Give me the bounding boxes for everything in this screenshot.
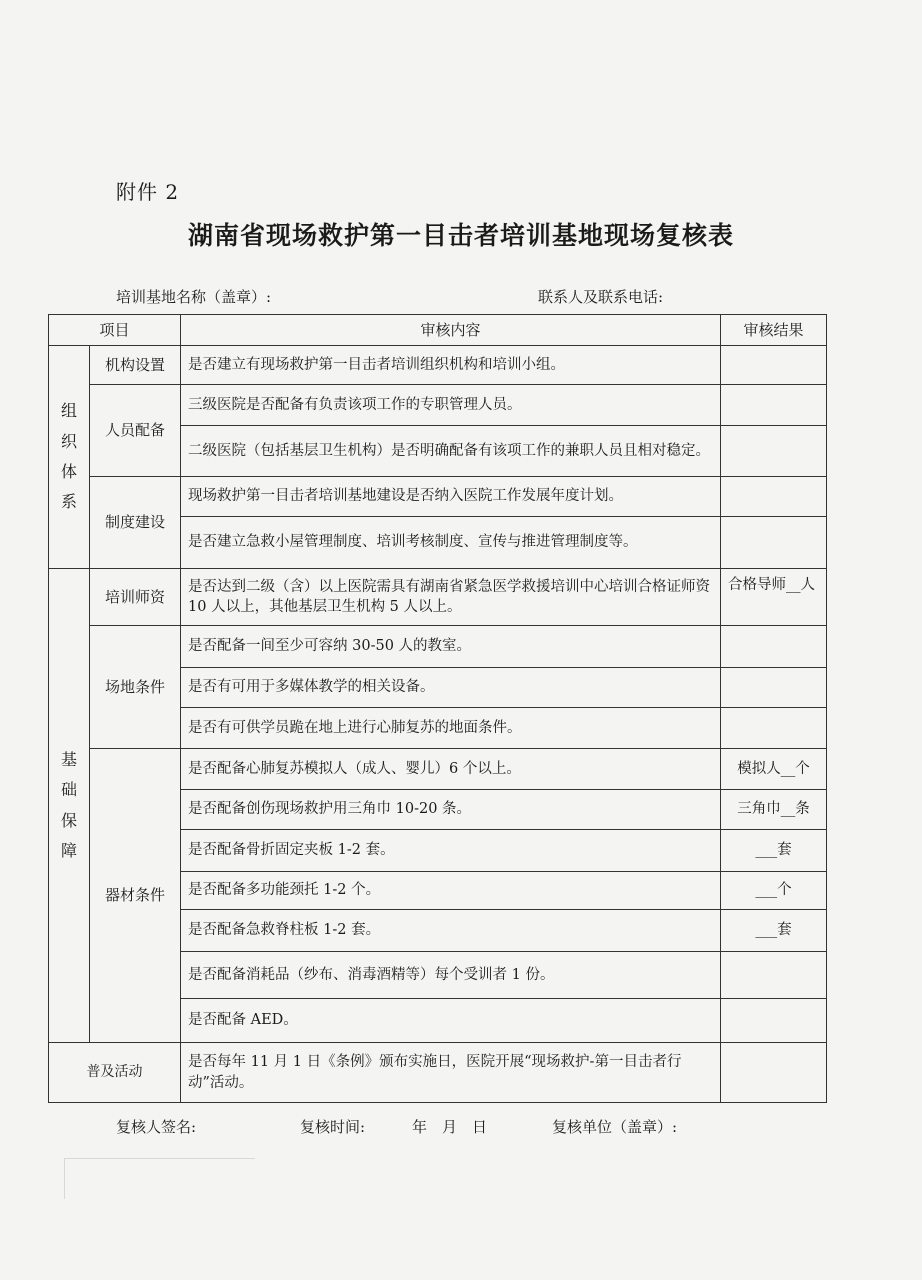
page-title: 湖南省现场救护第一目击者培训基地现场复核表 bbox=[187, 221, 734, 250]
subcategory-equipment: 器材条件 bbox=[90, 749, 181, 1043]
content-cell: 三级医院是否配备有负责该项工作的专职管理人员。 bbox=[181, 385, 721, 426]
result-cell bbox=[721, 708, 827, 749]
content-cell: 是否配备一间至少可容纳 30-50 人的教室。 bbox=[181, 626, 721, 668]
result-cell: 合格导师__人 bbox=[721, 569, 827, 626]
review-date-label: 复核时间: bbox=[300, 1118, 366, 1136]
subcategory-staffing: 人员配备 bbox=[90, 385, 181, 477]
table-row bbox=[49, 1043, 827, 1103]
result-cell bbox=[721, 385, 827, 426]
table-row bbox=[49, 477, 827, 517]
header-content: 审核内容 bbox=[181, 315, 721, 346]
result-cell bbox=[721, 952, 827, 999]
content-cell: 是否有可用于多媒体教学的相关设备。 bbox=[181, 668, 721, 708]
content-cell: 是否配备急救脊柱板 1-2 套。 bbox=[181, 910, 721, 952]
result-cell bbox=[721, 626, 827, 668]
contact-label: 联系人及联系电话: bbox=[538, 288, 664, 306]
subcategory-system: 制度建设 bbox=[90, 477, 181, 569]
result-cell bbox=[721, 477, 827, 517]
table-row bbox=[49, 626, 827, 668]
result-cell: ___套 bbox=[721, 910, 827, 952]
review-table bbox=[48, 314, 827, 1103]
header-item: 项目 bbox=[49, 315, 181, 346]
content-cell: 是否建立急救小屋管理制度、培训考核制度、宣传与推进管理制度等。 bbox=[181, 517, 721, 569]
result-cell: 三角巾__条 bbox=[721, 790, 827, 830]
category-basic: 基 础 保 障 bbox=[49, 569, 90, 1043]
result-cell: ___套 bbox=[721, 830, 827, 872]
reviewer-signature-label: 复核人签名: bbox=[116, 1118, 197, 1136]
result-cell bbox=[721, 1043, 827, 1103]
content-cell: 是否配备 AED。 bbox=[181, 999, 721, 1043]
content-cell: 二级医院（包括基层卫生机构）是否明确配备有该项工作的兼职人员且相对稳定。 bbox=[181, 426, 721, 477]
content-cell: 是否建立有现场救护第一目击者培训组织机构和培训小组。 bbox=[181, 346, 721, 385]
content-cell: 是否有可供学员跪在地上进行心肺复苏的地面条件。 bbox=[181, 708, 721, 749]
category-org: 组 织 体 系 bbox=[49, 346, 90, 569]
review-date-units: 年 月 日 bbox=[412, 1118, 488, 1136]
table-row bbox=[49, 749, 827, 790]
table-row bbox=[49, 346, 827, 385]
content-cell: 是否配备多功能颈托 1-2 个。 bbox=[181, 872, 721, 910]
result-cell bbox=[721, 346, 827, 385]
subcategory-venue: 场地条件 bbox=[90, 626, 181, 749]
header-row bbox=[49, 315, 827, 346]
table-row bbox=[49, 385, 827, 426]
scan-artifact bbox=[64, 1158, 255, 1199]
content-cell: 是否达到二级（含）以上医院需具有湖南省紧急医学救援培训中心培训合格证师资 10 人以上，其他基层卫生机构 5 人以上。 bbox=[181, 569, 721, 626]
content-cell: 现场救护第一目击者培训基地建设是否纳入医院工作发展年度计划。 bbox=[181, 477, 721, 517]
content-cell: 是否配备心肺复苏模拟人（成人、婴儿）6 个以上。 bbox=[181, 749, 721, 790]
review-unit-label: 复核单位（盖章）: bbox=[552, 1118, 678, 1136]
category-popular: 普及活动 bbox=[49, 1043, 181, 1103]
result-cell: ___个 bbox=[721, 872, 827, 910]
result-cell: 模拟人__个 bbox=[721, 749, 827, 790]
result-cell bbox=[721, 999, 827, 1043]
table-row bbox=[49, 569, 827, 626]
content-cell: 是否每年 11 月 1 日《条例》颁布实施日，医院开展“现场救护-第一目击者行动”活动。 bbox=[181, 1043, 721, 1103]
result-cell bbox=[721, 426, 827, 477]
base-name-label: 培训基地名称（盖章）: bbox=[116, 288, 272, 306]
content-cell: 是否配备创伤现场救护用三角巾 10-20 条。 bbox=[181, 790, 721, 830]
content-cell: 是否配备消耗品（纱布、消毒酒精等）每个受训者 1 份。 bbox=[181, 952, 721, 999]
result-cell bbox=[721, 517, 827, 569]
subcategory-institution: 机构设置 bbox=[90, 346, 181, 385]
content-cell: 是否配备骨折固定夹板 1-2 套。 bbox=[181, 830, 721, 872]
header-result: 审核结果 bbox=[721, 315, 827, 346]
attachment-label: 附件 2 bbox=[116, 180, 180, 204]
subcategory-trainers: 培训师资 bbox=[90, 569, 181, 626]
result-cell bbox=[721, 668, 827, 708]
